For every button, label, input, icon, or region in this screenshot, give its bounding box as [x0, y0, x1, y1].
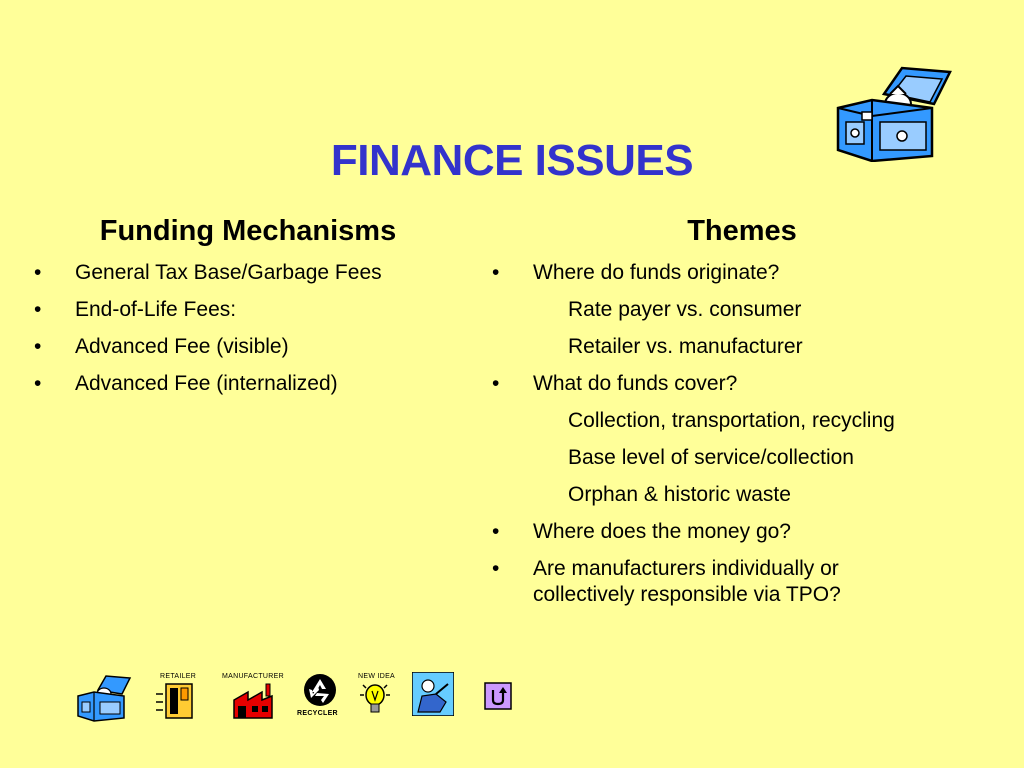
- list-subitem: Base level of service/collection: [568, 446, 854, 469]
- retailer-label: RETAILER: [160, 673, 197, 680]
- funding-mechanisms-heading: Funding Mechanisms: [99, 215, 397, 247]
- return-icon[interactable]: [484, 682, 512, 710]
- list-item: • General Tax Base/Garbage Fees: [32, 260, 472, 286]
- funding-mechanisms-column: [32, 212, 472, 408]
- list-subitem: Rate payer vs. consumer: [568, 298, 802, 321]
- list-subitem: Orphan & historic waste: [568, 483, 791, 506]
- list-subitem: Collection, transportation, recycling: [568, 409, 895, 432]
- new-idea-label: NEW IDEA: [358, 673, 396, 680]
- themes-list: [490, 260, 1000, 608]
- list-subitem: Retailer vs. manufacturer: [568, 335, 803, 358]
- themes-column: [490, 212, 1000, 619]
- recycler-icon[interactable]: [302, 672, 338, 708]
- retailer-icon[interactable]: [154, 680, 200, 722]
- list-item: • Where does the money go?: [490, 519, 1000, 545]
- person-icon[interactable]: [412, 672, 454, 716]
- list-item: • Advanced Fee (visible): [32, 334, 472, 360]
- manufacturer-label: MANUFACTURER: [222, 673, 284, 680]
- list-item: • Are manufacturers individually or collectively responsible via TPO?: [490, 556, 923, 608]
- treasure-chest-icon: [832, 64, 954, 162]
- treasure-chest-nav-icon[interactable]: [76, 674, 132, 722]
- navigation-bar: [72, 668, 532, 728]
- list-item: • What do funds cover?: [490, 371, 1000, 397]
- list-item: • End-of-Life Fees:: [32, 297, 472, 323]
- list-item: • Where do funds originate?: [490, 260, 1000, 286]
- funding-mechanisms-list: [32, 260, 472, 397]
- list-item: • Advanced Fee (internalized): [32, 371, 472, 397]
- manufacturer-icon[interactable]: [230, 682, 276, 722]
- themes-heading: Themes: [687, 215, 797, 247]
- recycler-label: RECYCLER: [297, 710, 338, 717]
- new-idea-lightbulb-icon[interactable]: [358, 680, 392, 718]
- slide-title: FINANCE ISSUES: [330, 136, 694, 185]
